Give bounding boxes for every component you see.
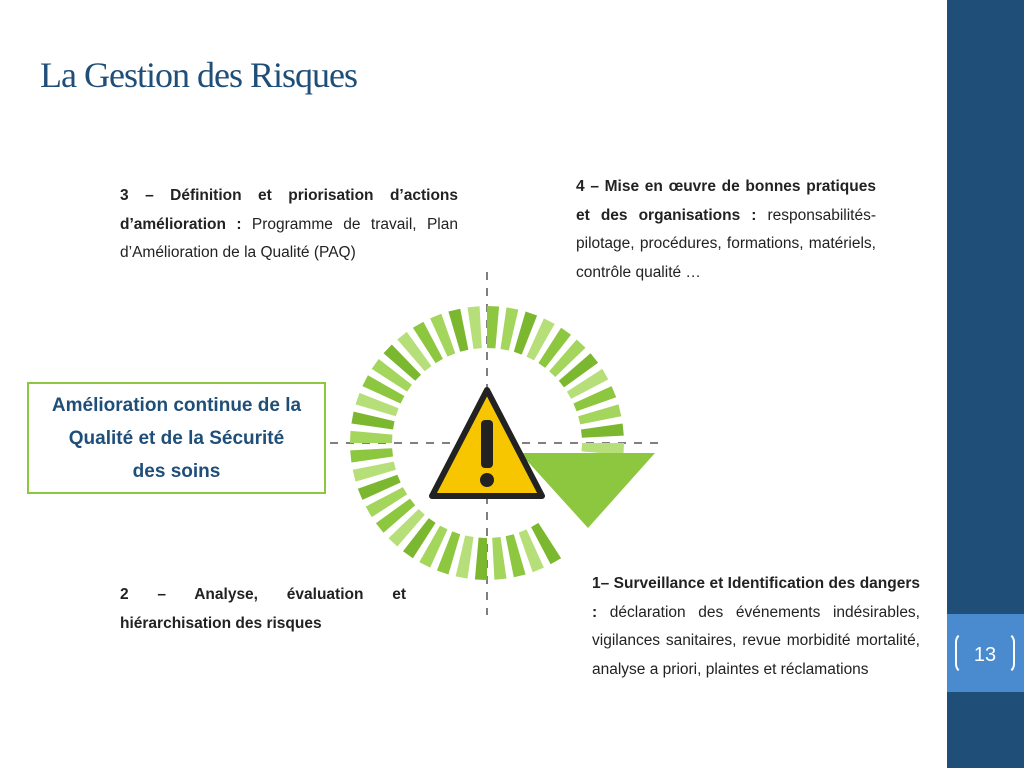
page-number: 13 <box>973 644 997 666</box>
ring-segment <box>475 538 487 580</box>
step-4-detail: responsabilités-pilotage, procédures, formations, matériels, contrôle qualité … <box>576 206 876 281</box>
slide-title: La Gestion des Risques <box>40 55 357 95</box>
step-1-heading: 1– Surveillance et Identification des dangers : <box>592 575 920 621</box>
ring-segment <box>468 306 482 349</box>
ring-segment <box>487 306 499 348</box>
ring-segment <box>351 412 394 430</box>
step-3-heading: 3 – Définition et priorisation d’actions d’amélioration : <box>120 187 458 233</box>
ring-segment <box>501 307 519 350</box>
ring-segment <box>350 431 392 443</box>
step-1-detail: déclaration des événements indésirables, vigilances sanitaires, revue morbidité mortalité, analyse a priori, plaintes et réclamations <box>592 603 920 678</box>
risk-cycle-diagram <box>320 260 670 620</box>
center-goal-box <box>27 382 326 494</box>
ring-segment <box>350 448 393 462</box>
ring-segment <box>492 537 506 580</box>
center-goal-text: Amélioration continue de la Qualité et de la Sécurité des soins <box>51 394 302 482</box>
ring-segment <box>456 536 474 579</box>
ring-segment <box>581 424 624 438</box>
step-3-detail: Programme de travail, Plan d’Amélioration de la Qualité (PAQ) <box>120 215 458 261</box>
step-4-heading: 4 – Mise en œuvre de bonnes pratiques et des organisations : <box>576 178 876 224</box>
step-2-heading: 2 – Analyse, évaluation et hiérarchisation des risques <box>120 586 406 632</box>
step-3-text <box>120 182 458 268</box>
